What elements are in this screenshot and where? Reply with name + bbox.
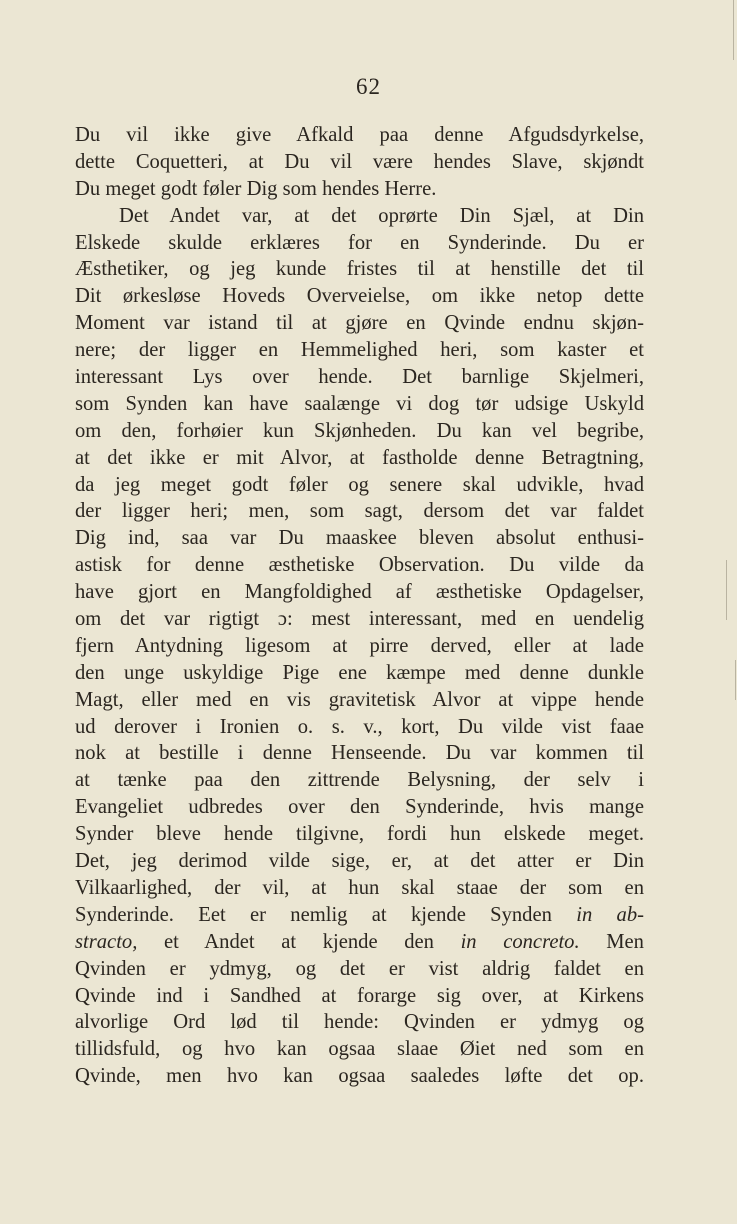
text-line-9: nere; der ligger en Hemmelighed heri, som kaster et xyxy=(75,339,644,362)
text-line-34: alvorlige Ord lød til hende: Qvinden er ydmyg og xyxy=(75,1011,644,1034)
text-line-32: Qvinden er ydmyg, og det er vist aldrig faldet en xyxy=(75,957,644,980)
text-line-36: Qvinde, men hvo kan ogsaa saaledes løfte det op. xyxy=(75,1065,644,1088)
text-line-19: om det var rigtigt ɔ: mest interessant, med en uendelig xyxy=(75,608,644,631)
italic-phrase-in-abstracto-part2: stracto, xyxy=(75,930,138,953)
page-edge-shadow xyxy=(735,660,736,700)
page-edge-shadow xyxy=(726,560,727,620)
text-line-26: Evangeliet udbredes over den Synderinde, hvis mange xyxy=(75,796,644,819)
text-line-21: den unge uskyldige Pige ene kæmpe med denne dunkle xyxy=(75,661,644,684)
text-line-30: Synderinde. Eet er nemlig at kjende Synden in ab- xyxy=(75,903,644,926)
text-line-2: dette Coquetteri, at Du vil være hendes Slave, skjøndt xyxy=(75,150,644,173)
text-line-28: Det, jeg derimod vilde sige, er, at det atter er Din xyxy=(75,850,644,873)
text-line-18: have gjort en Mangfoldighed af æsthetiske Opdagelser, xyxy=(75,581,644,604)
text-line-35: tillidsfuld, og hvo kan ogsaa slaae Øiet ned som en xyxy=(75,1038,644,1061)
text-line-25: at tænke paa den zittrende Belysning, der selv i xyxy=(75,769,644,792)
text-line-3: Du meget godt føler Dig som hendes Herre. xyxy=(75,177,437,200)
italic-phrase-in-concreto: in concreto. xyxy=(460,930,580,953)
text-line-12: om den, forhøier kun Skjønheden. Du kan vel begribe, xyxy=(75,419,644,442)
text-line-1: Du vil ikke give Afkald paa denne Afgudsdyrkelse, xyxy=(75,124,644,146)
text-line-24: nok at bestille i denne Henseende. Du var kommen til xyxy=(75,742,644,765)
page-number: 62 xyxy=(356,74,381,99)
italic-phrase-in-abstracto-part1: in ab- xyxy=(576,903,644,926)
text-line-4: Det Andet var, at det oprørte Din Sjæl, at Din xyxy=(119,204,644,227)
text-line-11: som Synden kan have saalænge vi dog tør udsige Uskyld xyxy=(75,392,644,415)
text-line-17: astisk for denne æsthetiske Observation. Du vilde da xyxy=(75,554,644,577)
body-text xyxy=(75,122,644,1090)
text-line-22: Magt, eller med en vis gravitetisk Alvor at vippe hende xyxy=(75,688,644,711)
text-line-6: Æsthetiker, og jeg kunde fristes til at henstille det til xyxy=(75,258,644,281)
text-line-14: da jeg meget godt føler og senere skal udvikle, hvad xyxy=(75,473,644,496)
text-line-20: fjern Antydning ligesom at pirre derved, eller at lade xyxy=(75,634,644,657)
text-line-33: Qvinde ind i Sandhed at forarge sig over, at Kirkens xyxy=(75,984,644,1007)
text-line-23: ud derover i Ironien o. s. v., kort, Du vilde vist faae xyxy=(75,715,644,738)
text-line-7: Dit ørkesløse Hoveds Overveielse, om ikke netop dette xyxy=(75,285,644,308)
text-line-10: interessant Lys over hende. Det barnlige Skjelmeri, xyxy=(75,366,644,389)
text-line-5: Elskede skulde erklæres for en Synderinde. Du er xyxy=(75,231,644,254)
text-line-8: Moment var istand til at gjøre en Qvinde endnu skjøn- xyxy=(75,312,644,335)
text-line-13: at det ikke er mit Alvor, at fastholde denne Betragtning, xyxy=(75,446,644,469)
text-line-29: Vilkaarlighed, der vil, at hun skal staae der som en xyxy=(75,876,644,899)
text-line-15: der ligger heri; men, som sagt, dersom det var faldet xyxy=(75,500,644,523)
page-edge-shadow xyxy=(733,0,734,60)
text-line-27: Synder bleve hende tilgivne, fordi hun elskede meget. xyxy=(75,823,644,846)
text-line-16: Dig ind, saa var Du maaskee bleven absolut enthusi- xyxy=(75,527,644,550)
text-line-31: stracto, et Andet at kjende den in concreto. Men xyxy=(75,930,644,953)
